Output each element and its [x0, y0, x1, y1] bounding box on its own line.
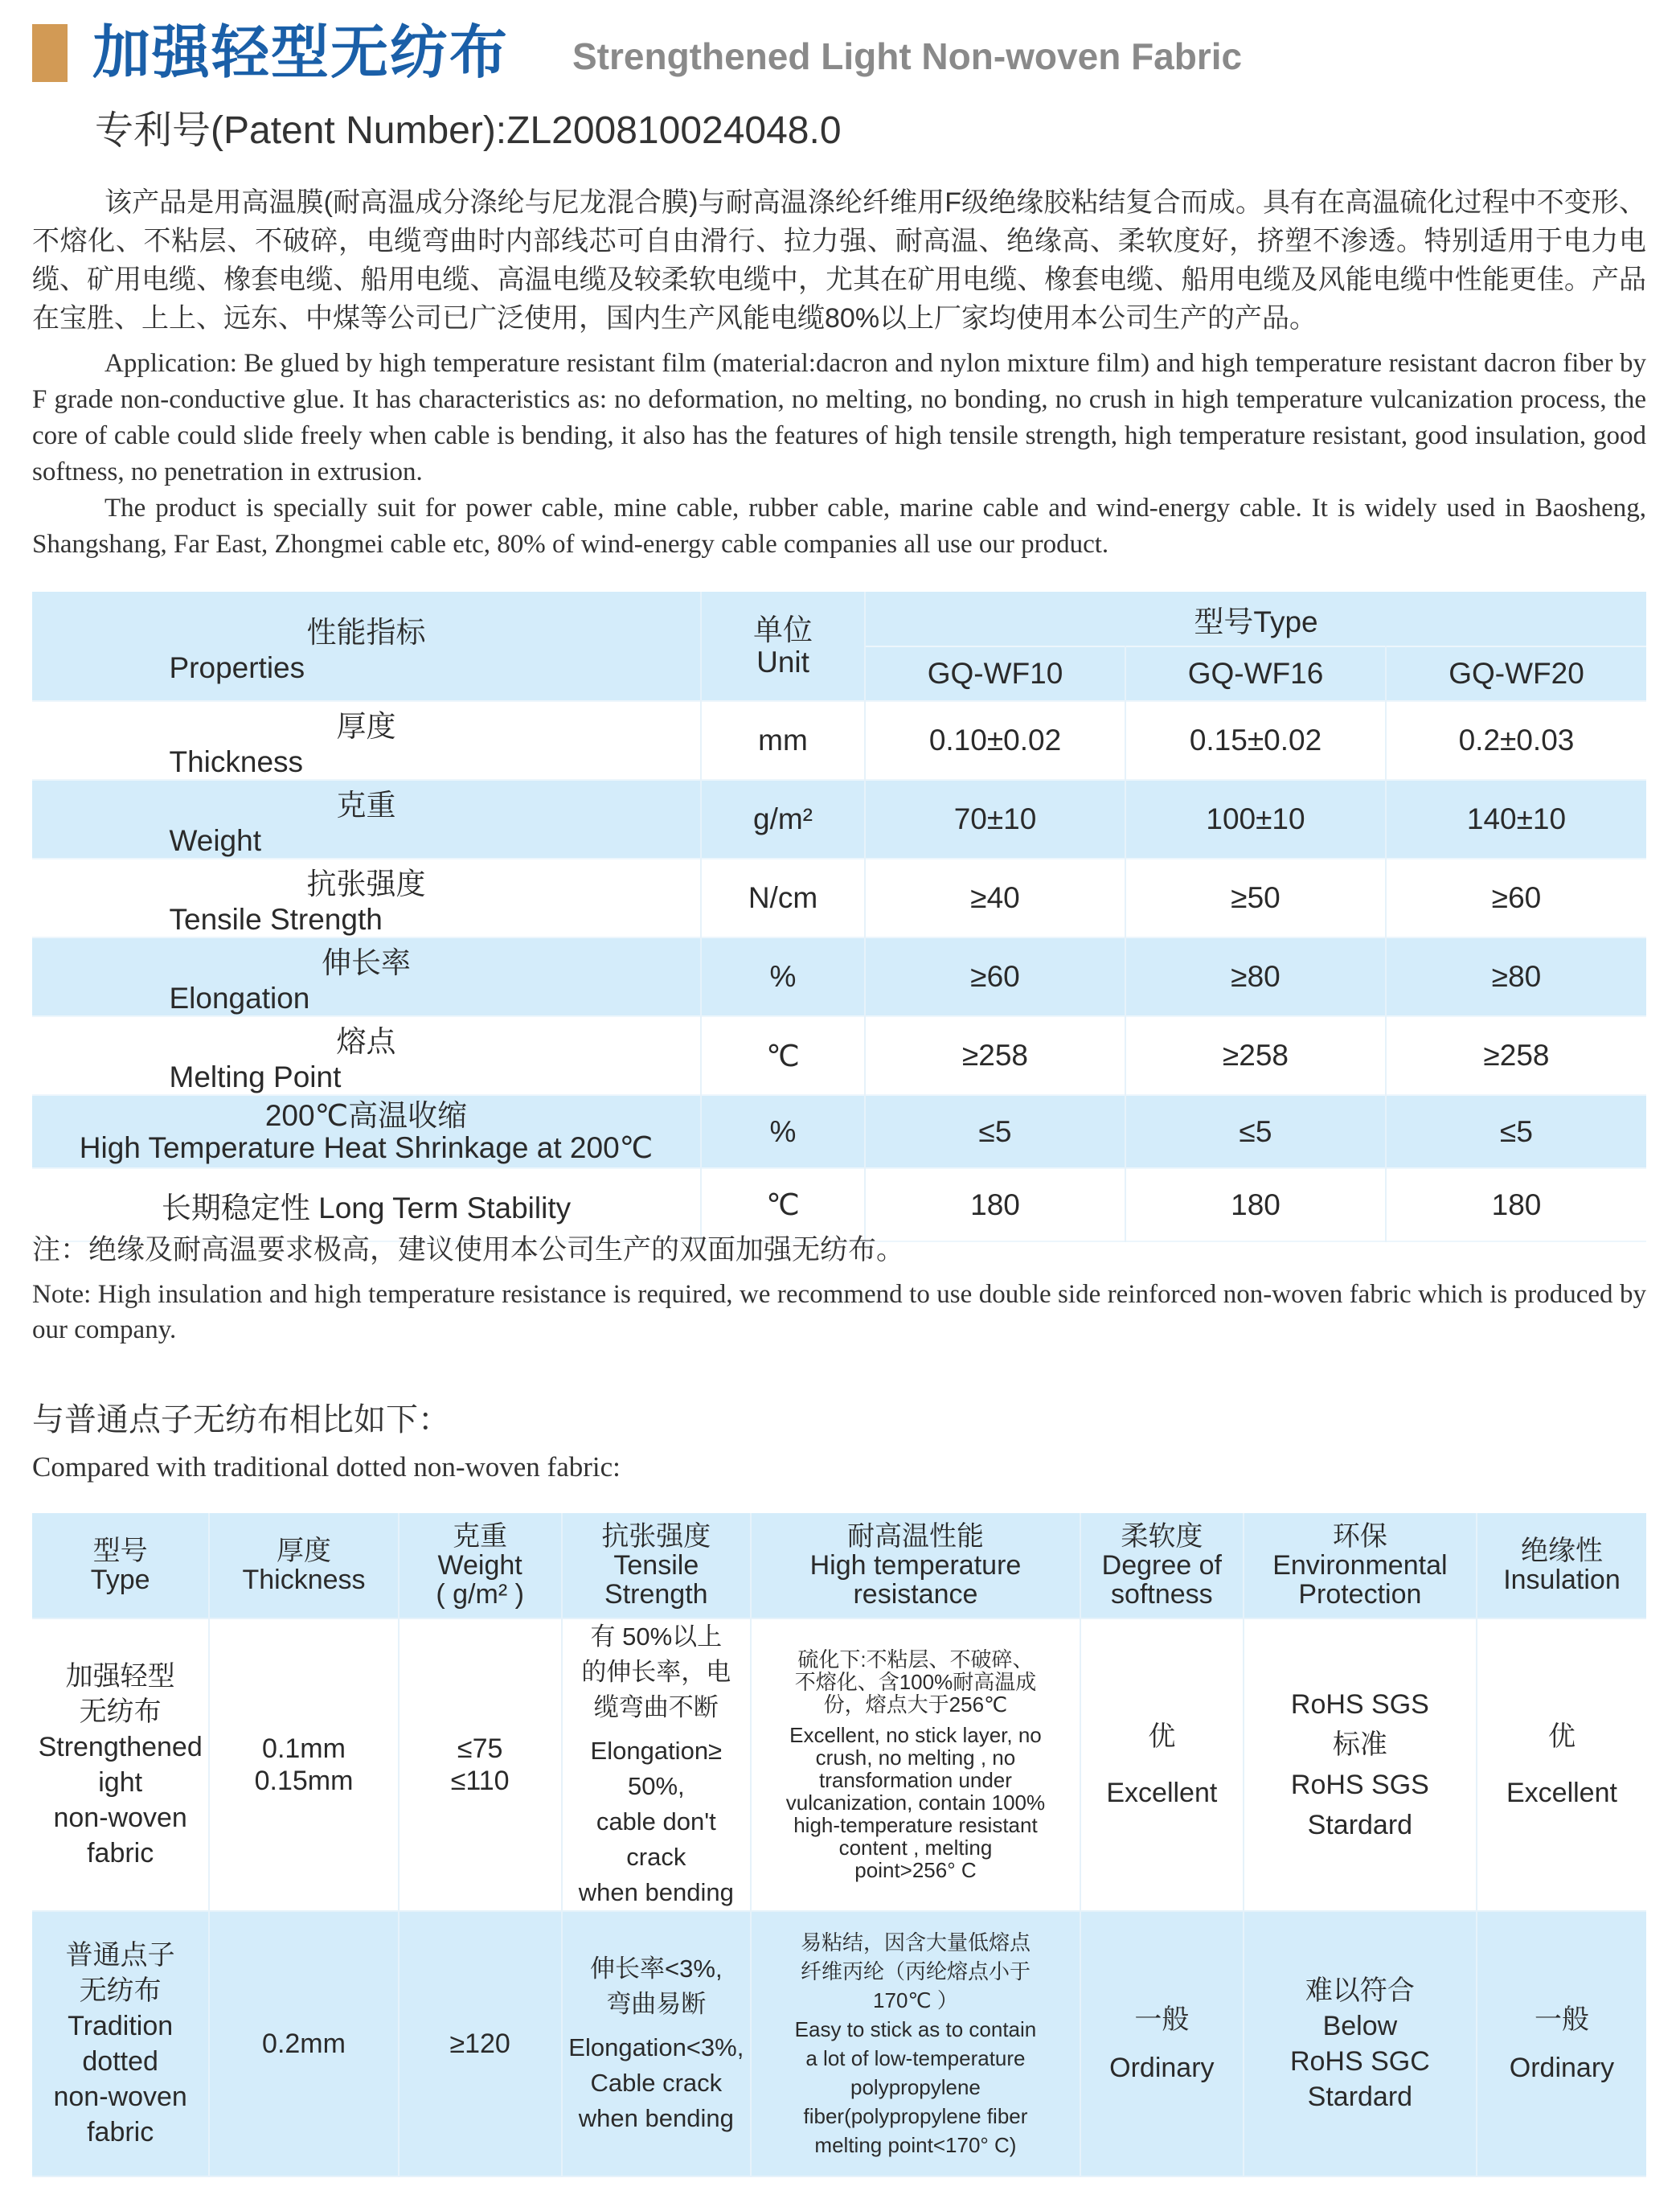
header-model: GQ-WF20: [1386, 646, 1646, 701]
note-en: Note: High insulation and high temperature resistance is required, we recommend to use double side reinforced non-woven fabric which is produced by our company.: [32, 1280, 1646, 1344]
table-row: 抗张强度Tensile Strength N/cm ≥40 ≥50 ≥60: [32, 859, 1646, 937]
table-row: 伸长率Elongation % ≥60 ≥80 ≥80: [32, 937, 1646, 1016]
table-row: 普通点子 无纺布 Tradition dotted non-woven fabric 0.2mm ≥120 伸长率<3%, 弯曲易断 Elongation<3%, Cable crack when bending 易粘结，因含大量低熔点 纤维丙纶（丙纶熔点小于 170℃ ） Easy to stick as to contain a lot of low-temperature polypropylene fiber(polypropylene fiber melting point<170° C) 一般 Ordinary 难以符合 Below RoHS SGC Stardard 一般 Ordinary: [32, 1911, 1646, 2176]
page-title-en: Strengthened Light Non-woven Fabric: [572, 35, 1243, 77]
intro-en-application: Application: Be glued by high temperature resistant film (material:dacron and nylon mixture film) and high temperature resistant dacron fiber by F grade non-conductive glue. It has characteristics as: no deformation, no melting, no bonding, no crush in high temperature vulcanization process, the core of cable could slide freely when cable is bending, it also has the features of high tensile strength, high temperature resistant, good insulation, good softness, no penetration in extrusion.: [32, 349, 1646, 486]
comparison-title-en: Compared with traditional dotted non-woven fabric:: [32, 1451, 621, 1483]
header-type: 型号Type: [865, 592, 1646, 646]
patent-number: 专利号(Patent Number):ZL200810024048.0: [95, 109, 842, 152]
table-row: 厚度Thickness mm 0.10±0.02 0.15±0.02 0.2±0.03: [32, 701, 1646, 780]
spec-header-row: [32, 592, 1646, 646]
page-title-cn: 加强轻型无纺布: [92, 21, 510, 85]
table-row: 熔点Melting Point ℃ ≥258 ≥258 ≥258: [32, 1016, 1646, 1095]
header-model: GQ-WF16: [1125, 646, 1386, 701]
table-row: 加强轻型 无纺布 Strengthened ight non-woven fabric 0.1mm 0.15mm ≤75 ≤110 有 50%以上 的伸长率，电 缆弯曲不断 Elongation≥ 50%, cable don't crack when bending 硫化下:不粘层、不破碎、 不熔化、含100%耐高温成 份，熔点大于256℃ Excellent, no stick layer, no crush, no melting , no transformation under vulcanization, contain 100% high-temperature resistant content , melting point>256° C 优 Excellent RoHS SGS 标准 RoHS SGS Stardard 优 Excellent: [32, 1618, 1646, 1911]
comparison-title-cn: 与普通点子无纺布相比如下：: [32, 1402, 450, 1438]
spec-table: [32, 592, 1646, 1242]
header-unit: 单位 Unit: [701, 592, 865, 701]
table-row: 200℃高温收缩 High Temperature Heat Shrinkage at 200℃ % ≤5 ≤5 ≤5: [32, 1095, 1646, 1168]
header-model: GQ-WF10: [865, 646, 1125, 701]
intro-cn: 该产品是用高温膜(耐高温成分涤纶与尼龙混合膜)与耐高温涤纶纤维用F级绝缘胶粘结复合而成。具有在高温硫化过程中不变形、不熔化、不粘层、不破碎，电缆弯曲时内部线芯可自由滑行、拉力强、耐高温、绝缘高、柔软度好，挤塑不渗透。特别适用于电力电缆、矿用电缆、橡套电缆、船用电缆、高温电缆及较柔软电缆中，尤其在矿用电缆、橡套电缆、船用电缆及风能电缆中性能更佳。产品在宝胜、上上、远东、中煤等公司已广泛使用，国内生产风能电缆80%以上厂家均使用本公司生产的产品。: [32, 187, 1646, 334]
title-accent-bar: [32, 24, 68, 82]
header-properties: 性能指标Properties: [32, 592, 701, 701]
note-cn: 注：绝缘及耐高温要求极高，建议使用本公司生产的双面加强无纺布。: [32, 1234, 905, 1265]
table-row: 克重Weight g/m² 70±10 100±10 140±10: [32, 780, 1646, 859]
comparison-table: [32, 1513, 1646, 2177]
table-row: 长期稳定性 Long Term Stability ℃ 180 180 180: [32, 1168, 1646, 1241]
intro-en-usage: The product is specially suit for power cable, mine cable, rubber cable, marine cable and wind-energy cable. It is widely used in Baosheng, Shangshang, Far East, Zhongmei cable etc, 80% of wind-energy cable companies all use our product.: [32, 494, 1646, 559]
comparison-header-row: 型号 Type 厚度 Thickness 克重 Weight ( g/m² ) 抗张强度 Tensile Strength 耐高温性能 High temperature resistance 柔软度 Degree of softness 环保 Environmental Protection 绝缘性 Insulation: [32, 1513, 1646, 1618]
